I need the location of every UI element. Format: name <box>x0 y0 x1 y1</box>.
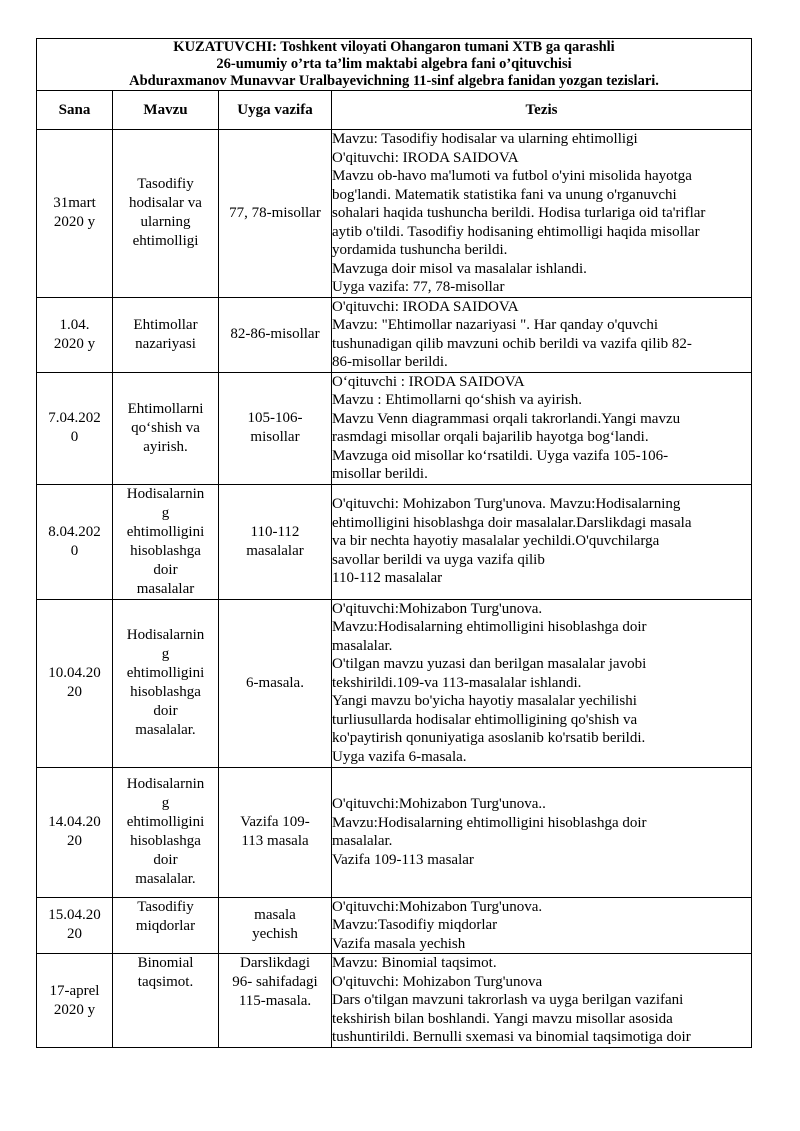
cell-sana <box>37 130 113 298</box>
cell-tezis-line: tekshirildi.109-va 113-masalalar ishlandi. <box>332 674 582 691</box>
cell-mavzu-line: hodisalar va <box>129 195 202 212</box>
table-row <box>37 599 752 767</box>
cell-tezis <box>332 484 752 599</box>
cell-tezis-line: yordamida tushuncha berildi. <box>332 242 508 258</box>
cell-tezis-line: Mavzuga oid misollar ko‘rsatildi. Uyga vazifa 105-106- <box>332 447 669 464</box>
cell-uyga-vazifa-line: 105-106- <box>247 410 303 426</box>
cell-tezis-line: masalalar. <box>332 833 393 849</box>
cell-tezis-line: O'qituvchi: IRODA SAIDOVA <box>332 298 519 315</box>
cell-tezis-line: ko'paytirish qonuniyatiga asoslanib ko'rsatib berildi. <box>332 730 646 746</box>
cell-sana-line: 14.04.20 <box>48 814 101 830</box>
cell-sana-line: 8.04.202 <box>48 523 101 540</box>
cell-uyga-vazifa-line: 115-masala. <box>238 993 312 1009</box>
cell-tezis-line: ehtimolligini hisoblashga doir masalalar.Darslikdagi masala <box>332 514 692 531</box>
cell-tezis-line: tushunadigan qilib mavzuni ochib berildi va vazifa qilib 82- <box>332 335 692 352</box>
cell-tezis-line: Uyga vazifa: 77, 78-misollar <box>332 279 505 295</box>
cell-sana-line: 0 <box>70 542 79 559</box>
cell-mavzu-line: hisoblashga <box>130 684 201 700</box>
cell-mavzu <box>113 954 219 1048</box>
cell-tezis-line: bog'landi. Matematik statistika fani va unung o'rganuvchi <box>332 186 677 203</box>
cell-mavzu-line: ehtimolligini <box>126 814 205 830</box>
cell-mavzu-line: ehtimolligi <box>132 233 199 250</box>
cell-tezis-line: rasmdagi misollar orqali bajarilib hayotga bog‘landi. <box>332 429 649 445</box>
cell-mavzu-line: g <box>161 646 170 662</box>
cell-sana-line: 20 <box>67 833 82 849</box>
cell-tezis-line: Mavzu: Tasodifiy hodisalar va ularning ehtimolligi <box>332 131 638 147</box>
cell-mavzu-line: ularning <box>140 214 191 231</box>
cell-mavzu-line: g <box>161 504 170 521</box>
cell-mavzu-line: doir <box>153 703 178 719</box>
cell-tezis-line: O'qituvchi:Mohizabon Turg'unova. <box>332 898 543 915</box>
cell-tezis-line: Mavzu: "Ehtimollar nazariyasi ". Har qanday o'quvchi <box>332 317 659 333</box>
cell-tezis-line: savollar berildi va uyga vazifa qilib <box>332 551 545 568</box>
table-body <box>37 130 752 1048</box>
cell-tezis-line: O‘qituvchi : IRODA SAIDOVA <box>332 373 525 390</box>
cell-tezis <box>332 767 752 897</box>
observation-table <box>36 38 752 1048</box>
cell-tezis-line: tekshirish bilan boshlandi. Yangi mavzu misollar asosida <box>332 1010 673 1027</box>
cell-tezis-line: Mavzuga doir misol va masalalar ishlandi. <box>332 260 587 277</box>
cell-mavzu-line: taqsimot. <box>137 974 194 990</box>
cell-mavzu-line: Tasodifiy <box>137 176 194 193</box>
cell-sana-line: 7.04.202 <box>48 410 101 426</box>
title-line: Abduraxmanov Munavvar Uralbayevichning 11-sinf algebra fanidan yozgan tezislari. <box>129 73 659 89</box>
cell-uyga-vazifa-line: 96- sahifadagi <box>232 974 318 990</box>
cell-mavzu-line: Tasodifiy <box>137 898 194 915</box>
cell-mavzu-line: ayirish. <box>143 438 188 455</box>
cell-uyga-vazifa-line: masalalar <box>246 542 304 559</box>
cell-uyga-vazifa <box>219 954 332 1048</box>
cell-mavzu-line: hisoblashga <box>130 542 201 559</box>
cell-tezis-line: Mavzu: Binomial taqsimot. <box>332 955 497 971</box>
cell-mavzu-line: nazariyasi <box>135 335 196 352</box>
cell-uyga-vazifa-line: masala <box>254 907 296 924</box>
cell-uyga-vazifa-line: Vazifa 109- <box>240 814 310 830</box>
cell-tezis-line: Dars o'tilgan mavzuni takrorlash va uyga berilgan vazifani <box>332 992 684 1008</box>
cell-mavzu-line: miqdorlar <box>135 917 196 934</box>
cell-sana-line: 20 <box>67 684 82 700</box>
cell-tezis-line: O'qituvchi: Mohizabon Turg'unova. Mavzu:Hodisalarning <box>332 496 681 513</box>
cell-uyga-vazifa <box>219 297 332 372</box>
column-header-mavzu: Mavzu <box>113 91 219 130</box>
cell-sana <box>37 954 113 1048</box>
cell-tezis-line: O'qituvchi: Mohizabon Turg'unova <box>332 973 543 990</box>
cell-mavzu <box>113 897 219 954</box>
cell-uyga-vazifa <box>219 130 332 298</box>
table-row <box>37 130 752 298</box>
column-header-uyga-vazifa: Uyga vazifa <box>219 91 332 130</box>
cell-tezis-line: Mavzu ob-havo ma'lumoti va futbol o'yini misolida hayotga <box>332 168 692 184</box>
cell-tezis-line: O'qituvchi: IRODA SAIDOVA <box>332 149 519 166</box>
cell-tezis-line: misollar berildi. <box>332 466 428 482</box>
cell-sana <box>37 372 113 484</box>
cell-tezis-line: Mavzu : Ehtimollarni qo‘shish va ayirish. <box>332 392 582 408</box>
cell-mavzu <box>113 767 219 897</box>
document-title <box>37 39 752 91</box>
cell-uyga-vazifa-line: 77, 78-misollar <box>229 204 321 221</box>
cell-tezis-line: Mavzu:Tasodifiy miqdorlar <box>332 917 498 933</box>
cell-tezis-line: tushuntirildi. Bernulli sxemasi va binomial taqsimotiga doir <box>332 1029 691 1045</box>
cell-uyga-vazifa-line: yechish <box>252 926 298 943</box>
cell-sana <box>37 484 113 599</box>
cell-uyga-vazifa <box>219 372 332 484</box>
cell-mavzu <box>113 130 219 298</box>
table-row <box>37 897 752 954</box>
cell-tezis-line: masalalar. <box>332 637 393 654</box>
cell-sana-line: 2020 y <box>53 214 96 231</box>
cell-tezis-line: O'qituvchi:Mohizabon Turg'unova.. <box>332 796 546 812</box>
cell-mavzu <box>113 599 219 767</box>
cell-mavzu-line: masalalar <box>136 580 195 597</box>
cell-mavzu-line: Hodisalarnin <box>126 485 205 502</box>
table-row <box>37 767 752 897</box>
cell-sana <box>37 897 113 954</box>
cell-tezis <box>332 897 752 954</box>
cell-sana-line: 15.04.20 <box>48 907 101 924</box>
cell-sana-line: 2020 y <box>53 1001 96 1018</box>
cell-sana-line: 2020 y <box>53 335 96 352</box>
cell-tezis-line: O'qituvchi:Mohizabon Turg'unova. <box>332 600 543 617</box>
cell-tezis <box>332 297 752 372</box>
cell-mavzu <box>113 484 219 599</box>
cell-tezis-line: O'tilgan mavzu yuzasi dan berilgan masalalar javobi <box>332 656 647 672</box>
cell-mavzu-line: doir <box>153 561 178 578</box>
cell-tezis-line: Vazifa 109-113 masalar <box>332 851 474 868</box>
cell-tezis-line: Yangi mavzu bo'yicha hayotiy masalalar yechilishi <box>332 693 637 709</box>
cell-mavzu-line: doir <box>153 852 178 868</box>
cell-tezis-line: Mavzu:Hodisalarning ehtimolligini hisoblashga doir <box>332 814 647 831</box>
cell-tezis-line: 86-misollar berildi. <box>332 354 448 370</box>
cell-sana-line: 0 <box>70 429 79 445</box>
cell-tezis-line: Vazifa masala yechish <box>332 935 466 952</box>
cell-uyga-vazifa-line: 6-masala. <box>246 674 304 691</box>
cell-mavzu <box>113 297 219 372</box>
column-header-sana: Sana <box>37 91 113 130</box>
cell-tezis <box>332 130 752 298</box>
cell-mavzu-line: Ehtimollar <box>133 316 198 333</box>
cell-tezis-line: 110-112 masalalar <box>332 570 443 587</box>
table-row <box>37 954 752 1048</box>
cell-uyga-vazifa-line: Darslikdagi <box>240 955 310 971</box>
cell-tezis-line: turliusullarda hodisalar ehtimolligining qo'shish va <box>332 711 638 728</box>
cell-mavzu-line: masalalar. <box>135 722 196 738</box>
cell-mavzu <box>113 372 219 484</box>
cell-mavzu-line: Binomial <box>137 955 194 971</box>
cell-sana-line: 20 <box>67 926 82 943</box>
table-row <box>37 484 752 599</box>
cell-uyga-vazifa <box>219 484 332 599</box>
cell-tezis-line: Mavzu Venn diagrammasi orqali takrorlandi.Yangi mavzu <box>332 410 681 427</box>
cell-tezis-line: Uyga vazifa 6-masala. <box>332 748 467 765</box>
title-line: KUZATUVCHI: Toshkent viloyati Ohangaron tumani XTB ga qarashli <box>173 39 615 55</box>
cell-mavzu-line: ehtimolligini <box>126 523 205 540</box>
cell-uyga-vazifa <box>219 599 332 767</box>
cell-uyga-vazifa <box>219 897 332 954</box>
cell-uyga-vazifa-line: misollar <box>250 429 300 445</box>
cell-sana-line: 31mart <box>53 195 96 212</box>
cell-tezis <box>332 372 752 484</box>
cell-mavzu-line: hisoblashga <box>130 833 201 849</box>
cell-tezis <box>332 599 752 767</box>
cell-sana <box>37 599 113 767</box>
cell-mavzu-line: ehtimolligini <box>126 665 205 681</box>
cell-mavzu-line: masalalar. <box>135 871 196 887</box>
table-row <box>37 372 752 484</box>
cell-sana-line: 10.04.20 <box>48 665 101 681</box>
cell-tezis-line: Mavzu:Hodisalarning ehtimolligini hisoblashga doir <box>332 619 647 635</box>
cell-mavzu-line: Hodisalarnin <box>126 627 205 643</box>
column-header-tezis: Tezis <box>332 91 752 130</box>
title-row <box>37 39 752 91</box>
cell-mavzu-line: g <box>161 795 170 811</box>
cell-tezis <box>332 954 752 1048</box>
table-row <box>37 297 752 372</box>
cell-sana <box>37 767 113 897</box>
header-row <box>37 91 752 130</box>
cell-uyga-vazifa-line: 110-112 <box>250 523 300 540</box>
cell-mavzu-line: qo‘shish va <box>131 419 200 436</box>
cell-mavzu-line: Ehtimollarni <box>127 400 204 417</box>
cell-sana-line: 17-aprel <box>49 982 100 999</box>
cell-tezis-line: aytib o'tildi. Tasodifiy hodisaning ehtimolligi haqida misollar <box>332 223 700 240</box>
cell-sana <box>37 297 113 372</box>
title-line: 26-umumiy o’rta ta’lim maktabi algebra fani o’qituvchisi <box>216 56 572 72</box>
cell-uyga-vazifa <box>219 767 332 897</box>
cell-sana-line: 1.04. <box>59 316 90 333</box>
cell-uyga-vazifa-line: 113 masala <box>241 833 309 849</box>
cell-uyga-vazifa-line: 82-86-misollar <box>230 326 320 342</box>
cell-tezis-line: sohalari haqida tushuncha berildi. Hodisa turlariga oid ta'riflar <box>332 205 706 221</box>
cell-mavzu-line: Hodisalarnin <box>126 776 205 792</box>
cell-tezis-line: va bir nechta hayotiy masalalar yechildi.O'quvchilarga <box>332 533 660 550</box>
